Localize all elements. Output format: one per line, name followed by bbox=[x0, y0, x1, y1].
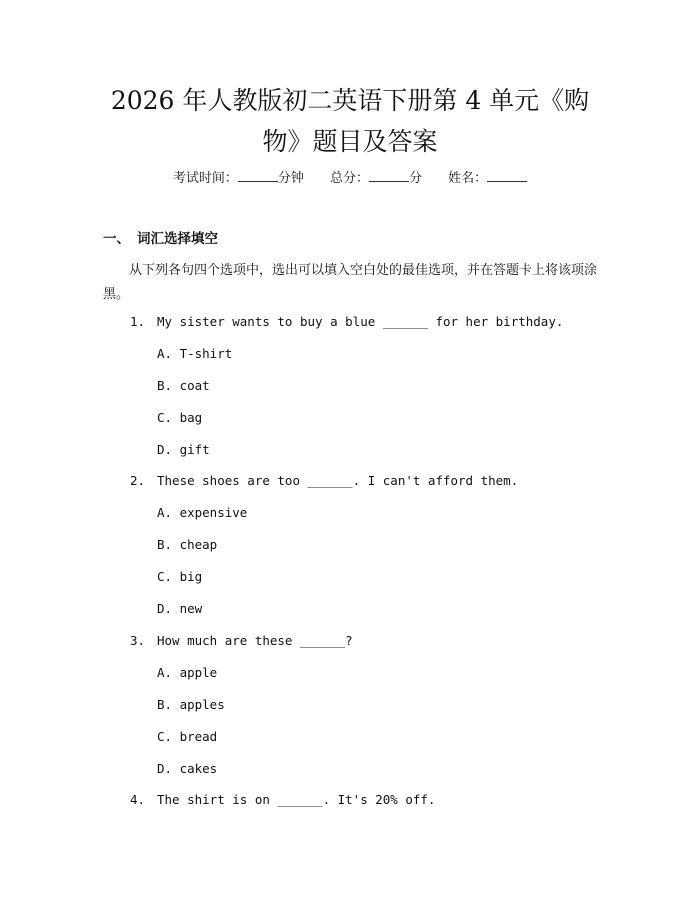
section-title: 词汇选择填空 bbox=[137, 231, 218, 247]
option-d: D. cakes bbox=[157, 761, 218, 776]
name-label: 姓名： bbox=[448, 171, 488, 186]
option-c: C. bread bbox=[157, 729, 218, 744]
option-b: B. cheap bbox=[157, 537, 218, 552]
option-d: D. gift bbox=[157, 442, 210, 457]
option-a: A. T-shirt bbox=[157, 346, 233, 361]
section-heading bbox=[103, 230, 218, 248]
question-4 bbox=[130, 791, 435, 809]
option-a: A. expensive bbox=[157, 505, 248, 520]
question-2 bbox=[130, 472, 518, 490]
name-blank bbox=[487, 169, 527, 182]
question-text: How much are these ______? bbox=[157, 633, 353, 648]
question-number: 1. bbox=[130, 314, 146, 329]
question-number: 4. bbox=[130, 792, 146, 807]
time-blank bbox=[238, 169, 278, 182]
question-text: The shirt is on ______. It's 20% off. bbox=[157, 792, 436, 807]
section-number: 一、 bbox=[103, 231, 130, 247]
score-label: 总分： bbox=[329, 171, 369, 186]
question-number: 2. bbox=[130, 473, 146, 488]
question-text: These shoes are too ______. I can't afford them. bbox=[157, 473, 519, 488]
question-number: 3. bbox=[130, 633, 146, 648]
option-b: B. apples bbox=[157, 697, 225, 712]
option-c: C. bag bbox=[157, 410, 203, 425]
score-unit: 分 bbox=[409, 171, 423, 186]
exam-name bbox=[448, 169, 527, 188]
title-line-2: 物》题目及答案 bbox=[262, 127, 438, 156]
document-title bbox=[80, 80, 620, 162]
option-c: C. big bbox=[157, 569, 203, 584]
time-unit: 分钟 bbox=[277, 171, 304, 186]
score-blank bbox=[369, 169, 409, 182]
option-a: A. apple bbox=[157, 665, 218, 680]
time-label: 考试时间： bbox=[172, 171, 238, 186]
exam-score bbox=[330, 169, 422, 188]
question-3 bbox=[130, 632, 353, 650]
option-d: D. new bbox=[157, 601, 203, 616]
question-1 bbox=[130, 313, 563, 331]
option-b: B. coat bbox=[157, 378, 210, 393]
exam-meta bbox=[0, 169, 700, 188]
section-instruction: 从下列各句四个选项中，选出可以填入空白处的最佳选项，并在答题卡上将该项涂黑。 bbox=[103, 263, 598, 302]
question-text: My sister wants to buy a blue ______ for her birthday. bbox=[157, 314, 564, 329]
exam-time bbox=[173, 169, 304, 188]
title-line-1: 2026 年人教版初二英语下册第 4 单元《购 bbox=[110, 86, 590, 115]
